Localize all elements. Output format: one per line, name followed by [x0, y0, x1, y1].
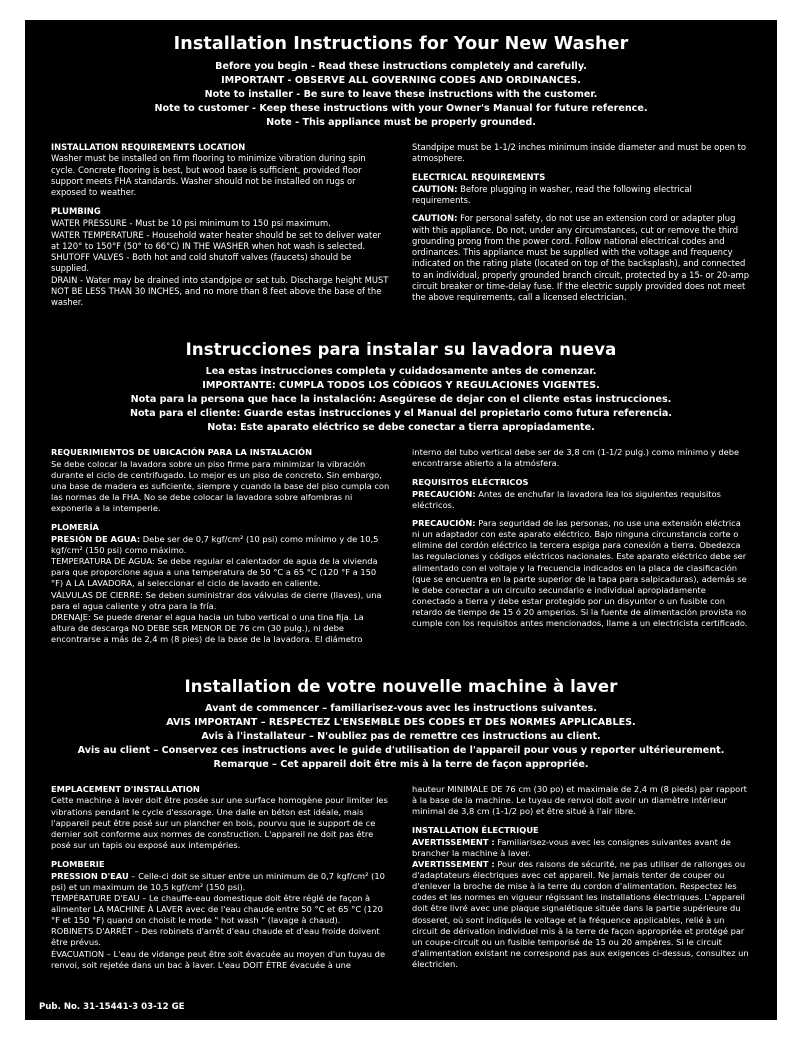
- french-subtitle-line: Avis au client – Conservez ces instructions avec le guide d'utilisation de l'appareil pour vous y reporter ultérieurement.: [77, 744, 725, 756]
- section-paragraph: WATER PRESSURE - Must be 10 psi minimum to 150 psi maximum.: [51, 218, 331, 229]
- spanish-subtitle-line: IMPORTANTE: CUMPLA TODOS LOS CÓDIGOS Y REGULACIONES VIGENTES.: [202, 380, 600, 392]
- english-subtitle-line: Note to customer - Keep these instructions with your Owner's Manual for future reference.: [154, 102, 648, 114]
- english-right-column: [412, 142, 751, 309]
- english-left-column: [51, 142, 390, 309]
- section-heading: PLOMBERIE: [51, 858, 105, 869]
- spanish-subtitle: [65, 365, 737, 435]
- french-subtitle-line: Remarque – Cet appareil doit être mis à la terre de façon appropriée.: [213, 758, 589, 770]
- section-paragraph: DRENAJE: Se puede drenar el agua hacia un tubo vertical o una tina fija. La altura de descarga NO DEBE SER MENOR DE 76 cm (30 pulg.), ni debe encontrarse a más de 2,4 m (8 pies) de la base de la lavadora. El diámetro: [51, 611, 364, 644]
- english-subtitle-line: Note - This appliance must be properly grounded.: [266, 116, 536, 128]
- warning-paragraph: [412, 837, 751, 859]
- paragraph-text: – Celle-ci doit se situer entre un minimum de 0,7 kgf/cm² (10 psi) et un maximum de 10,5 kgf/cm² (150 psi).: [51, 870, 385, 892]
- french-subtitle-line: Avis à l'installateur – N'oubliez pas de remettre ces instructions au client.: [201, 730, 601, 742]
- caution-lead: CAUTION:: [412, 213, 458, 224]
- section-paragraph: Standpipe must be 1-1/2 inches minimum inside diameter and must be open to atmosphere.: [412, 141, 747, 163]
- french-subtitle-line: Avant de commencer – familiarisez-vous avec les instructions suivantes.: [205, 703, 597, 715]
- warning-text: Familiarisez-vous avec les consignes suivantes avant de brancher la machine à laver.: [412, 836, 731, 858]
- section-paragraph: TEMPERATURA DE AGUA: Se debe regular el calentador de agua de la vivienda para que proporcione agua a una temperatura de 50 °C a 65 °C (120 °F a 150 °F) A LA LAVADORA, al seleccionar el ciclo de lavado en caliente.: [51, 556, 378, 589]
- section-paragraph: interno del tubo vertical debe ser de 3,8 cm (1-1/2 pulg.) como mínimo y debe encontrarse abierto a la atmósfera.: [412, 446, 740, 469]
- french-subtitle: [65, 702, 737, 772]
- section-paragraph: WATER TEMPERATURE - Household water heater should be set to deliver water at 120° to 150°F (50° to 66°C) IN THE WASHER when hot wash is selected.: [51, 229, 381, 251]
- section-paragraph: VÁLVULAS DE CIERRE: Se deben suministrar dos válvulas de cierre (llaves), una para el agua caliente y otra para la fría.: [51, 589, 382, 611]
- caution-text: Para seguridad de las personas, no use una extensión eléctrica ni un adaptador con este aparato eléctrico. Bajo ninguna circunstancia corte o elimine del cordón eléctrico la tercera espiga para conexión a tierra. Obedezca las regulaciones y códigos eléctricos nacionales. Este aparato eléctrico debe ser alimentado con el voltaje y la frecuencia indicados en la placa de clasificación (que se encuentra en la parte superior de la tapa para salpicaduras), además se le debe conectar a un circuito secundario e individual apropiadamente conectado a tierra y debe estar protegido por un disyuntor o un fusible con retardo de tiempo de 15 ó 20 amperios. Si la fuente de alimentación provista no cumple con los requisitos antes mencionados, llame a un electricista certificado.: [412, 518, 748, 629]
- english-subtitle: [65, 60, 737, 130]
- section-paragraph: [51, 871, 390, 893]
- section-heading: REQUISITOS ELÉCTRICOS: [412, 477, 529, 488]
- spanish-right-column: [412, 447, 751, 645]
- publication-footer: Pub. No. 31-15441-3 03-12 GE: [39, 1002, 185, 1012]
- section-paragraph: TEMPÉRATURE D'EAU – Le chauffe-eau domestique doit être réglé de façon à alimenter LA MACHINE À LAVER avec de l'eau chaude entre 50 °C et 65 °C (120 °F et 150 °F) quand on choisit le mode " hot wash " (lavage à chaud).: [51, 892, 383, 926]
- section-paragraph: Se debe colocar la lavadora sobre un piso firme para minimizar la vibración durante el ciclo de centrifugado. Lo mejor es un piso de concreto. Sin embargo, una base de madera es suficiente, siempre y cuando la base del piso cumpla con las normas de la FHA. No se debe colocar la lavadora sobre alfombras ni exponerla a la intemperie.: [51, 458, 390, 514]
- section-paragraph: SHUTOFF VALVES - Both hot and cold shutoff valves (faucets) should be supplied.: [51, 252, 352, 274]
- caution-paragraph: [412, 184, 751, 207]
- section-heading: INSTALLATION REQUIREMENTS LOCATION: [51, 141, 246, 152]
- spanish-left-column: [51, 447, 390, 645]
- spanish-subtitle-line: Nota para el cliente: Guarde estas instrucciones y el Manual del propietario como futura referencia.: [129, 408, 673, 420]
- french-title: Installation de votre nouvelle machine à laver: [184, 677, 618, 697]
- english-body: [25, 142, 777, 313]
- french-subtitle-line: AVIS IMPORTANT – RESPECTEZ L'ENSEMBLE DES CODES ET DES NORMES APPLICABLES.: [166, 717, 636, 729]
- caution-paragraph: [412, 213, 751, 303]
- section-heading: EMPLACEMENT D'INSTALLATION: [51, 783, 200, 794]
- english-title: Installation Instructions for Your New Washer: [173, 34, 629, 54]
- section-heading: INSTALLATION ÉLECTRIQUE: [412, 824, 539, 835]
- caution-lead: PRECAUCIÓN:: [412, 518, 476, 529]
- warning-lead: AVERTISSEMENT :: [412, 836, 495, 847]
- section-paragraph: [51, 534, 390, 556]
- caution-paragraph: [412, 518, 751, 629]
- section-paragraph: Washer must be installed on firm flooring to minimize vibration during spin cycle. Concrete flooring is best, but wood base is sufficient, provided floor support meets FHA standards. Washer should not be installed on rugs or exposed to weather.: [51, 153, 366, 198]
- spanish-subtitle-line: Nota para la persona que hace la instalación: Asegúrese de dejar con el cliente estas instrucciones.: [130, 394, 672, 406]
- french-header: [25, 663, 777, 784]
- french-right-column: [412, 784, 751, 971]
- english-subtitle-line: Note to installer - Be sure to leave these instructions with the customer.: [204, 88, 598, 100]
- caution-text: Antes de enchufar la lavadora lea los siguientes requisitos eléctricos.: [412, 488, 721, 511]
- section-paragraph: DRAIN - Water may be drained into standpipe or set tub. Discharge height MUST NOT BE LESS THAN 30 INCHES, and no more than 8 feet above the base of the washer.: [51, 274, 389, 308]
- warning-lead: AVERTISSEMENT :: [412, 858, 495, 869]
- french-left-column: [51, 784, 390, 971]
- spanish-subtitle-line: Nota: Este aparato eléctrico se debe conectar a tierra apropiadamente.: [207, 422, 595, 433]
- caution-lead: CAUTION:: [412, 183, 458, 194]
- section-paragraph: ROBINETS D'ARRÊT – Des robinets d'arrêt d'eau chaude et d'eau froide doivent être prévus.: [51, 926, 380, 948]
- caution-lead: PRECAUCIÓN:: [412, 488, 476, 499]
- french-body: [25, 784, 777, 975]
- spanish-subtitle-line: Lea estas instrucciones completa y cuidadosamente antes de comenzar.: [205, 366, 597, 378]
- document-page: [25, 20, 777, 1020]
- section-paragraph: Cette machine à laver doit être posée sur une surface homogène pour limiter les vibrations pendant le cycle d'essorage. Une dalle en béton est idéale, mais l'appareil peut être posé sur un plancher en bois, pourvu que le support de ce dernier soit conforme aux normes de construction. L'appareil ne doit pas être posé sur un tapis ou exposé aux intempéries.: [51, 795, 388, 850]
- spanish-body: [25, 447, 777, 649]
- section-heading: PLOMERÍA: [51, 522, 99, 533]
- english-subtitle-line: Before you begin - Read these instructions completely and carefully.: [215, 61, 587, 72]
- spanish-title: Instrucciones para instalar su lavadora nueva: [185, 340, 617, 360]
- warning-text: Pour des raisons de sécurité, ne pas utiliser de rallonges ou d'adaptateurs électriques avec cet appareil. Ne jamais tenter de couper ou d'enlever la broche de mise à la terre du cordon d'alimentation. Respectez les codes et les normes en vigueur régissant les installations électriques. L'appareil doit être livré avec une plaque signalétique située dans la partie supérieure du dosseret, où sont indiqués le voltage et la fréquence applicables, relié à un circuit de dérivation individuel mis à la terre de façon appropriée et protégé par un coupe-circuit ou un fusible temporisé de 15 ou 20 ampères. Si le circuit d'alimentation existant ne correspond pas aux exigences ci-dessus, consultez un électricien.: [412, 858, 749, 969]
- caution-paragraph: [412, 489, 751, 511]
- paragraph-lead: PRESIÓN DE AGUA:: [51, 534, 141, 545]
- paragraph-lead: PRESSION D'EAU: [51, 870, 129, 881]
- paragraph-text: Debe ser de 0,7 kgf/cm² (10 psi) como mínimo y de 10,5 kgf/cm² (150 psi) como máximo.: [51, 534, 379, 556]
- caution-text: Before plugging in washer, read the following electrical requirements.: [412, 183, 692, 206]
- section-paragraph: hauteur MINIMALE DE 76 cm (30 po) et maximale de 2,4 m (8 pieds) par rapport à la base de la machine. Le tuyau de renvoi doit avoir un diamètre intérieur minimal de 3,8 cm (1-1/2 po) et être situé à l'air libre.: [412, 783, 747, 816]
- section-paragraph: ÉVACUATION – L'eau de vidange peut être soit évacuée au moyen d'un tuyau de renvoi, soit rejetée dans un bac à laver. L'eau DOIT ÊTRE évacuée à une: [51, 948, 386, 970]
- section-heading: REQUERIMIENTOS DE UBICACIÓN PARA LA INSTALACIÓN: [51, 446, 313, 457]
- caution-text: For personal safety, do not use an extension cord or adapter plug with this appliance. Do not, under any circumstances, cut or remove the third grounding prong from the power cord. Follow national electrical codes and ordinances. This appliance must be supplied with the voltage and frequency indicated on the rating plate (located on top of the backsplash), and connected to an individual, properly grounded branch circuit, protected by a 15- or 20-amp circuit breaker or time-delay fuse. If the electric supply provided does not meet the above requirements, call a licensed electrician.: [412, 213, 750, 303]
- section-heading: ELECTRICAL REQUIREMENTS: [412, 172, 546, 183]
- spanish-header: [25, 326, 777, 447]
- english-header: [25, 20, 777, 142]
- english-subtitle-line: IMPORTANT - OBSERVE ALL GOVERNING CODES AND ORDINANCES.: [221, 74, 581, 86]
- warning-paragraph: [412, 859, 751, 970]
- section-heading: PLUMBING: [51, 206, 101, 217]
